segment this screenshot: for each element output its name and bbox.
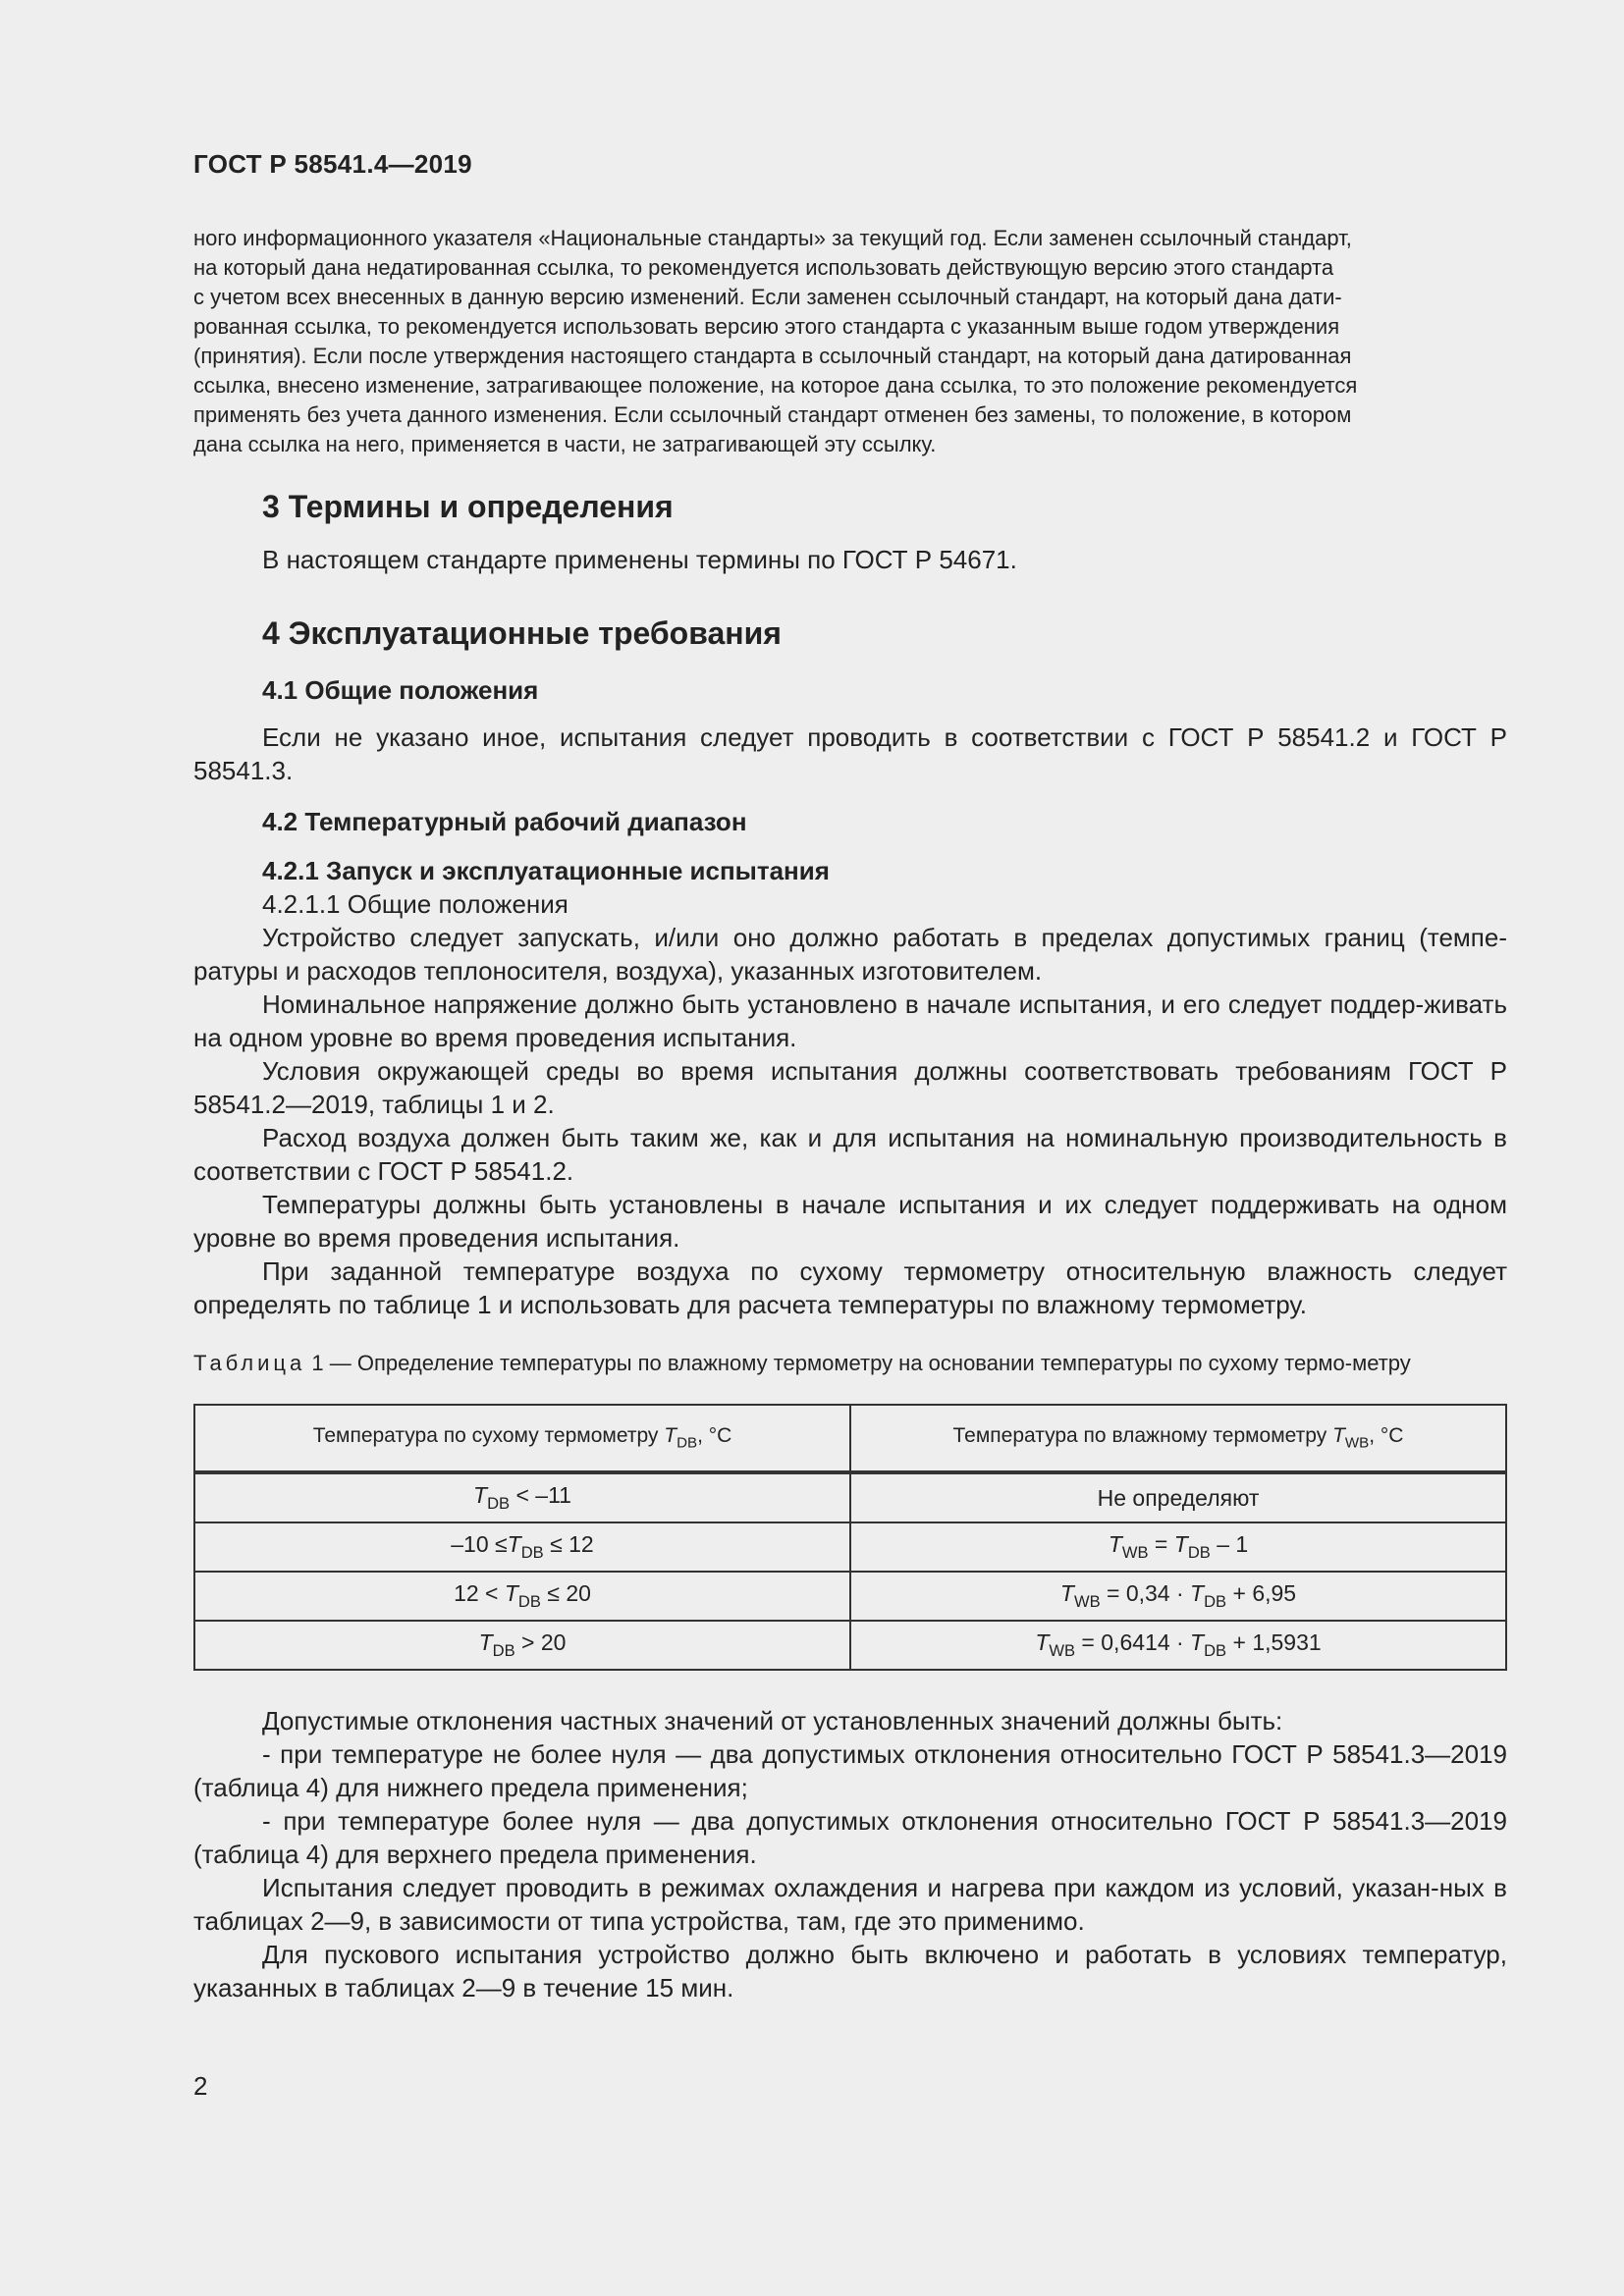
table-header-cell: Температура по влажному термометру $T_{WB}$, °С bbox=[850, 1405, 1506, 1472]
table-caption-prefix: Таблица bbox=[193, 1351, 306, 1375]
body-paragraph: При заданной температуре воздуха по сухому термометру относительную влажность следует определять по таблице 1 и использовать для расчета температуры по влажному термометру. bbox=[193, 1256, 1507, 1319]
table-cell: $T_{WB} = 0,6414 \cdot T_{DB} + 1,5931$ bbox=[850, 1621, 1506, 1670]
table-cell: $T_{WB} = T_{DB} - 1$ bbox=[850, 1522, 1506, 1572]
intro-line: с учетом всех внесенных в данную версию изменений. Если заменен ссылочный стандарт, на который дана дати- bbox=[193, 285, 1342, 309]
table-cell: $12 < T_{DB} \le 20$ bbox=[194, 1572, 850, 1621]
table-cell: $T_{WB} = 0,34 \cdot T_{DB} + 6,95$ bbox=[850, 1572, 1506, 1621]
section-4-1-heading: 4.1 Общие положения bbox=[262, 675, 539, 705]
body-paragraph: Расход воздуха должен быть таким же, как и для испытания на номинальную производительность в соответствии с ГОСТ Р 58541.2. bbox=[193, 1123, 1507, 1186]
table-row bbox=[194, 1522, 1506, 1572]
body-paragraph: Условия окружающей среды во время испытания должны соответствовать требованиям ГОСТ Р 58541.2—2019, таблицы 1 и 2. bbox=[193, 1056, 1507, 1119]
body-paragraph: Для пускового испытания устройство должно быть включено и работать в условиях температур, указанных в таблицах 2—9 в течение 15 мин. bbox=[193, 1940, 1507, 2002]
table-cell: $T_{DB} < -11$ bbox=[194, 1472, 850, 1522]
table-caption-text: 1 — Определение температуры по влажному термометру на основании температуры по сухому термо-метру bbox=[305, 1351, 1411, 1375]
section-3-text: В настоящем стандарте применены термины по ГОСТ Р 54671. bbox=[262, 545, 1017, 574]
intro-line: на который дана недатированная ссылка, то рекомендуется использовать действующую версию этого стандарта bbox=[193, 255, 1334, 280]
document-header: ГОСТ Р 58541.4—2019 bbox=[193, 149, 472, 179]
body-paragraph: Испытания следует проводить в режимах охлаждения и нагрева при каждом из условий, указан-ных в таблицах 2—9, в зависимости от типа устройства, там, где это применимо. bbox=[193, 1873, 1507, 1936]
page-number: 2 bbox=[193, 2071, 208, 2101]
table-row bbox=[194, 1621, 1506, 1670]
list-item: - при температуре не более нуля — два допустимых отклонения относительно ГОСТ Р 58541.3—2019 (таблица 4) для нижнего предела применения; bbox=[193, 1739, 1507, 1802]
intro-line: ссылка, внесено изменение, затрагивающее положение, на которое дана ссылка, то это положение рекомендуется bbox=[193, 373, 1358, 398]
section-4-2-1-1-heading: 4.2.1.1 Общие положения bbox=[262, 889, 568, 919]
section-4-2-heading: 4.2 Температурный рабочий диапазон bbox=[262, 807, 747, 836]
intro-line: (принятия). Если после утверждения настоящего стандарта в ссылочный стандарт, на который дана датированная bbox=[193, 344, 1352, 368]
table-row bbox=[194, 1572, 1506, 1621]
body-paragraph: Температуры должны быть установлены в начале испытания и их следует поддерживать на одном уровне во время проведения испытания. bbox=[193, 1190, 1507, 1253]
section-4-2-1-heading: 4.2.1 Запуск и эксплуатационные испытания bbox=[262, 856, 830, 885]
page-content bbox=[193, 224, 1507, 2004]
section-4-heading: 4 Эксплуатационные требования bbox=[262, 615, 782, 651]
table-cell: $T_{DB} > 20$ bbox=[194, 1621, 850, 1670]
intro-line: ного информационного указателя «Национальные стандарты» за текущий год. Если заменен ссылочный стандарт, bbox=[193, 226, 1352, 250]
body-paragraph: Допустимые отклонения частных значений от установленных значений должны быть: bbox=[262, 1706, 1283, 1735]
body-paragraph: Номинальное напряжение должно быть установлено в начале испытания, и его следует поддер-живать на одном уровне во время проведения испытания. bbox=[193, 989, 1507, 1052]
table-header-cell: Температура по сухому термометру $T_{DB}$, °С bbox=[194, 1405, 850, 1472]
table-caption bbox=[193, 1349, 1507, 1378]
intro-paragraph bbox=[193, 224, 1507, 459]
table-1 bbox=[193, 1404, 1507, 1671]
intro-line: дана ссылка на него, применяется в части, не затрагивающей эту ссылку. bbox=[193, 432, 937, 456]
list-item: - при температуре более нуля — два допустимых отклонения относительно ГОСТ Р 58541.3—2019 (таблица 4) для верхнего предела применения. bbox=[193, 1806, 1507, 1869]
table-header-row bbox=[194, 1405, 1506, 1472]
table-cell: Не определяют bbox=[850, 1472, 1506, 1522]
section-4-1-text: Если не указано иное, испытания следует проводить в соответствии с ГОСТ Р 58541.2 и ГОСТ Р 58541.3. bbox=[193, 722, 1507, 785]
intro-line: применять без учета данного изменения. Если ссылочный стандарт отменен без замены, то положение, в котором bbox=[193, 402, 1352, 427]
table-row bbox=[194, 1472, 1506, 1522]
body-paragraph: Устройство следует запускать, и/или оно должно работать в пределах допустимых границ (темпе-ратуры и расходов теплоносителя, воздуха), указанных изготовителем. bbox=[193, 923, 1507, 986]
table-cell: $-10 \le T_{DB} \le 12$ bbox=[194, 1522, 850, 1572]
section-3-heading: 3 Термины и определения bbox=[262, 489, 674, 524]
intro-line: рованная ссылка, то рекомендуется использовать версию этого стандарта с указанным выше годом утверждения bbox=[193, 314, 1340, 339]
